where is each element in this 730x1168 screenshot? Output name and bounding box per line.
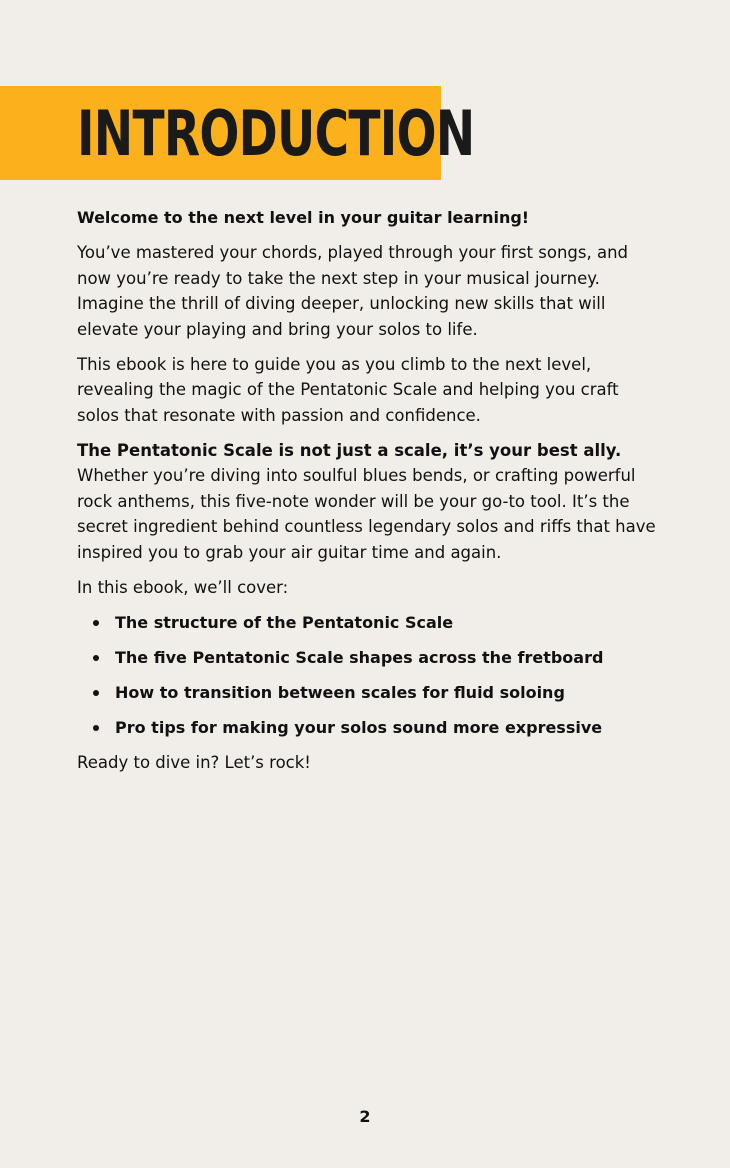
list-item — [77, 610, 657, 636]
page-title: INTRODUCTION — [77, 97, 475, 170]
page-number: 2 — [359, 1107, 371, 1126]
intro-paragraph-2: This ebook is here to guide you as you climb to the next level, revealing the magic of the Pentatonic Scale and helping you craft solos that resonate with passion and confidence. — [77, 354, 619, 425]
cover-list — [77, 610, 657, 741]
intro-paragraph-3 — [77, 438, 657, 566]
bullet-icon — [93, 655, 99, 661]
list-item-text: The structure of the Pentatonic Scale — [115, 612, 454, 632]
pentatonic-ally-detail: Whether you’re diving into soulful blues bends, or crafting powerful rock anthems, this five-note wonder will be your go-to tool. It’s the secret ingredient behind countless legendary solos and riffs that have inspired you to grab your air guitar time and again. — [77, 466, 656, 562]
list-item-text: Pro tips for making your solos sound more expressive — [115, 717, 603, 737]
list-item-text: How to transition between scales for fluid soloing — [115, 682, 565, 702]
list-item — [77, 680, 657, 706]
bullet-icon — [93, 725, 99, 731]
list-item-text: The five Pentatonic Scale shapes across the fretboard — [115, 647, 604, 667]
pentatonic-ally-statement: The Pentatonic Scale is not just a scale, it’s your best ally. — [77, 440, 622, 460]
intro-paragraph-1: You’ve mastered your chords, played through your first songs, and now you’re ready to take the next step in your musical journey. Imagine the thrill of diving deeper, unlocking new skills that will elevate your playing and bring your solos to life. — [77, 243, 629, 339]
main-content — [77, 205, 657, 785]
list-item — [77, 715, 657, 741]
cover-intro: In this ebook, we’ll cover: — [77, 577, 289, 597]
welcome-heading: Welcome to the next level in your guitar learning! — [77, 208, 530, 227]
bullet-icon — [93, 690, 99, 696]
bullet-icon — [93, 620, 99, 626]
closing-line: Ready to dive in? Let’s rock! — [77, 752, 311, 772]
list-item — [77, 645, 657, 671]
